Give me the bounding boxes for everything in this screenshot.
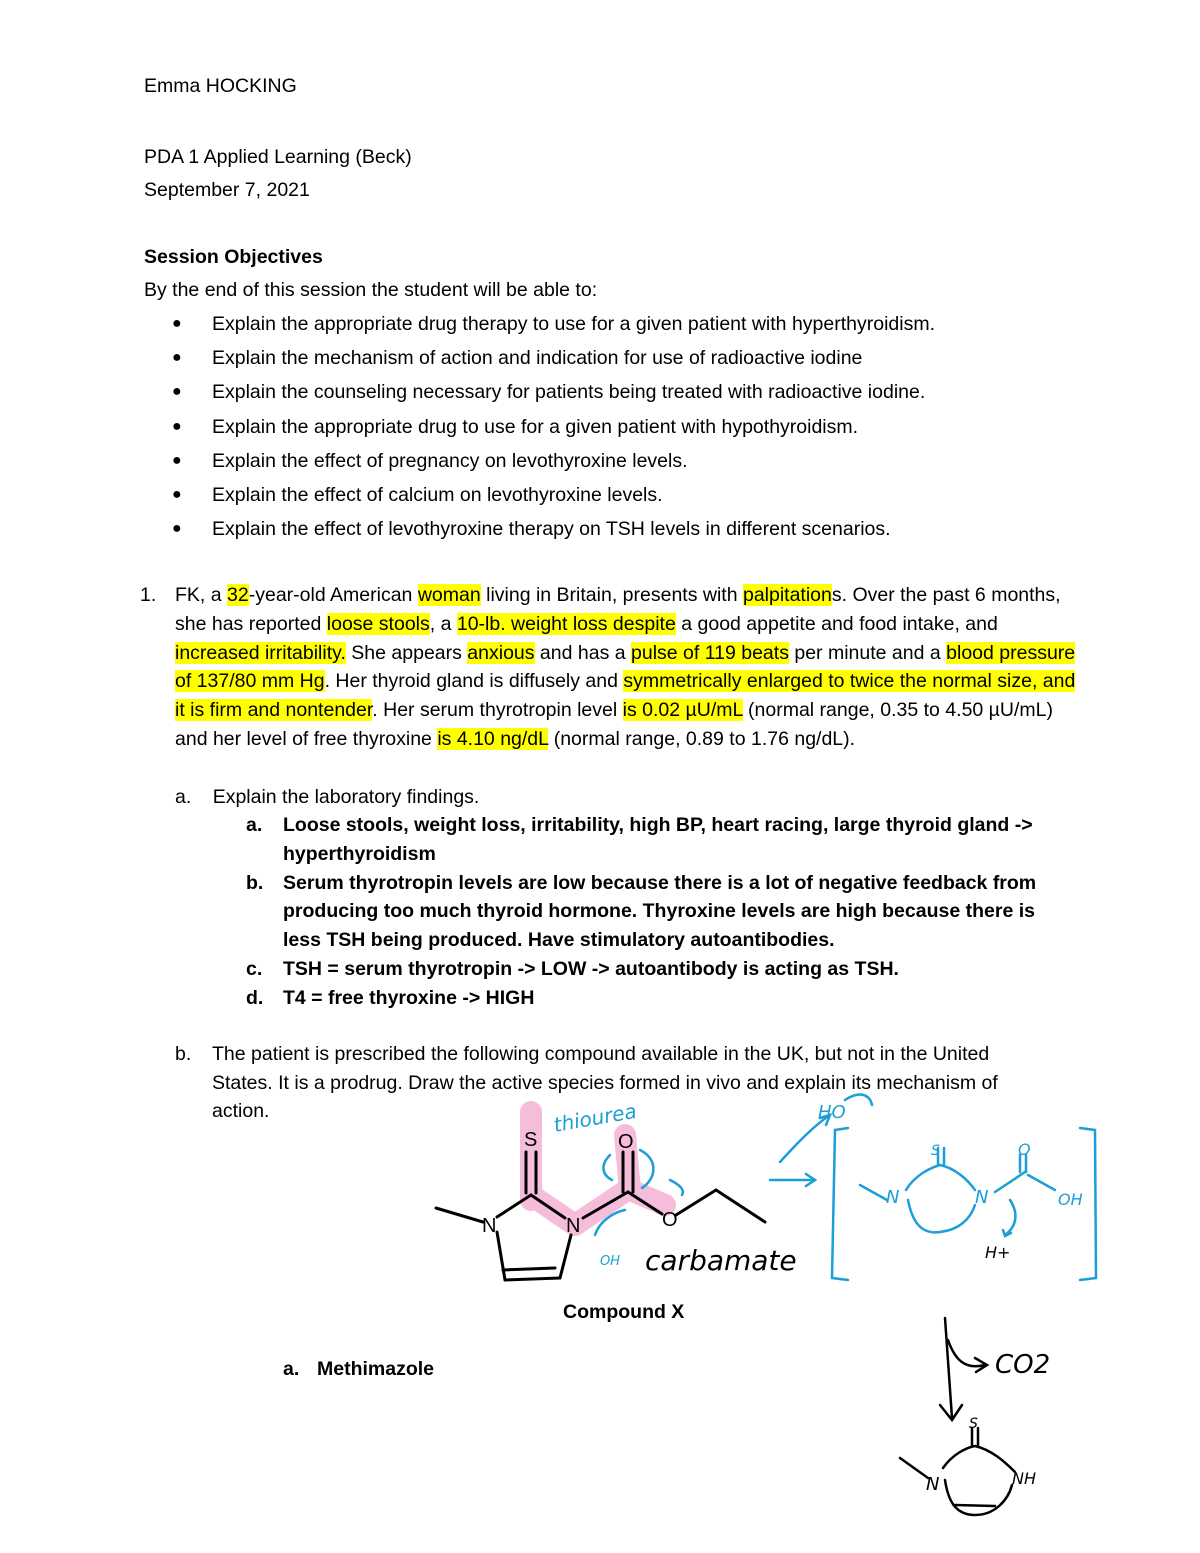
question-1b-marker: b.: [175, 1043, 192, 1065]
thiourea-label: thiourea: [551, 1098, 639, 1137]
course-title: PDA 1 Applied Learning (Beck): [144, 146, 412, 168]
compound-x-label: Compound X: [563, 1301, 685, 1323]
product-n2-label: N: [975, 1187, 989, 1208]
ring-nitrogen-label: N: [482, 1215, 497, 1237]
question-text-segment: per minute and a: [788, 641, 947, 664]
answer-item: c. TSH = serum thyrotropin -> LOW -> autoantibody is acting as TSH.: [246, 957, 899, 980]
question-1a-text: Explain the laboratory findings.: [212, 786, 480, 808]
bullet-icon: ●: [172, 485, 182, 503]
answer-item: d. T4 = free thyroxine -> HIGH: [246, 986, 535, 1009]
objective-item: ● Explain the effect of calcium on levothyroxine levels.: [172, 481, 935, 515]
carbamate-label: carbamate: [645, 1244, 797, 1277]
highlighted-text: 10-lb. weight loss despite: [456, 612, 676, 635]
highlighted-text: pulse of 119 beats: [631, 641, 789, 664]
question-text-segment: a good appetite and food intake, and: [675, 612, 998, 635]
product-s-label: S: [931, 1143, 940, 1159]
methimazole-s-label: S: [969, 1416, 978, 1432]
bullet-icon: ●: [172, 520, 182, 538]
product-n1-label: N: [886, 1187, 900, 1208]
answer-item: b. Serum thyrotropin levels are low because there is a lot of negative feedback from producing too much thyroid hormone. Thyroxine levels are high because there is less TSH being produced. Have stimulatory autoantibodies.: [246, 871, 1037, 952]
objectives-heading: Session Objectives: [144, 246, 323, 268]
ester-oxygen-label: O: [662, 1209, 678, 1231]
question-text-segment: FK, a: [175, 584, 228, 606]
product-o-label: O: [1018, 1140, 1031, 1159]
oh-small-label: OH: [600, 1254, 621, 1269]
highlighted-text: 32: [227, 584, 249, 606]
objective-item: ● Explain the appropriate drug to use for a given patient with hypothyroidism.: [172, 413, 935, 447]
objective-item: ● Explain the mechanism of action and indication for use of radioactive iodine: [172, 344, 935, 378]
objective-item: ● Explain the appropriate drug therapy to use for a given patient with hyperthyroidism.: [172, 310, 935, 344]
sulfur-atom-label: S: [524, 1129, 538, 1151]
document-date: September 7, 2021: [144, 179, 310, 201]
objective-item: ● Explain the effect of levothyroxine therapy on TSH levels in different scenarios.: [172, 515, 935, 549]
author-name: Emma HOCKING: [144, 75, 297, 97]
question-text-segment: living in Britain, presents with: [480, 584, 743, 606]
question-text-segment: . Her serum thyrotropin level: [372, 699, 623, 722]
question-text-segment: and has a: [534, 641, 632, 664]
question-text-segment: s. Over the past 6 months, she has reported: [175, 584, 1061, 635]
bullet-icon: ●: [172, 383, 182, 401]
highlighted-text: blood pressure of 137/80 mm Hg: [175, 641, 1076, 693]
question-text-segment: (normal range, 0.89 to 1.76 ng/dL).: [548, 727, 856, 750]
bullet-icon: ●: [172, 417, 182, 435]
h-plus-label: H+: [985, 1243, 1011, 1262]
answer-item: a. Loose stools, weight loss, irritability, high BP, heart racing, large thyroid gland -> hyperthyroidism: [246, 814, 1033, 865]
question-1a-marker: a.: [175, 786, 192, 808]
question-text-segment: , a: [429, 612, 457, 635]
carbamate-nitrogen-label: N: [566, 1215, 581, 1237]
highlighted-text: is 4.10 ng/dL: [437, 727, 549, 750]
question-text-segment: (normal range, 0.35 to 4.50 µU/mL) and her level of free thyroxine: [175, 699, 1053, 750]
answer-1b: [283, 1358, 434, 1381]
answer-1b-text: Methimazole: [317, 1358, 435, 1380]
ho-label: HO: [818, 1102, 846, 1123]
methimazole-nh-label: NH: [1012, 1469, 1036, 1488]
decarboxylation-arrows: [900, 1318, 1015, 1515]
co2-label: CO2: [995, 1350, 1051, 1380]
question-1b-text: The patient is prescribed the following compound available in the UK, but not in the United States. It is a prodrug. Draw the active species formed in vivo and explain its mechanism of action.: [212, 1043, 998, 1122]
answer-1b-marker: a.: [283, 1358, 300, 1380]
highlighted-text: symmetrically enlarged to twice the normal size, and it is firm and nontender: [175, 670, 1076, 722]
objective-item: ● Explain the effect of pregnancy on levothyroxine levels.: [172, 447, 935, 481]
product-oh-label: OH: [1058, 1190, 1083, 1209]
question-text-segment: . Her thyroid gland is diffusely and: [324, 670, 624, 693]
highlighted-text: palpitation: [742, 584, 832, 606]
carbonyl-oxygen-label: O: [618, 1131, 634, 1153]
question-text-segment: -year-old American: [248, 584, 418, 606]
objectives-intro: By the end of this session the student will be able to:: [144, 279, 598, 301]
highlighted-text: increased irritability.: [175, 641, 346, 664]
bullet-icon: ●: [172, 349, 182, 367]
highlighted-text: anxious: [467, 641, 535, 664]
bullet-icon: ●: [172, 451, 182, 469]
methimazole-n-label: N: [926, 1474, 940, 1495]
question-text-segment: She appears: [345, 641, 468, 664]
highlighted-text: is 0.02 µU/mL: [622, 699, 743, 722]
objective-item: ● Explain the counseling necessary for patients being treated with radioactive iodine.: [172, 378, 935, 412]
highlighted-text: loose stools: [326, 612, 430, 635]
question-number: 1.: [140, 584, 157, 606]
bullet-icon: ●: [172, 315, 182, 332]
highlighted-text: woman: [417, 584, 481, 606]
